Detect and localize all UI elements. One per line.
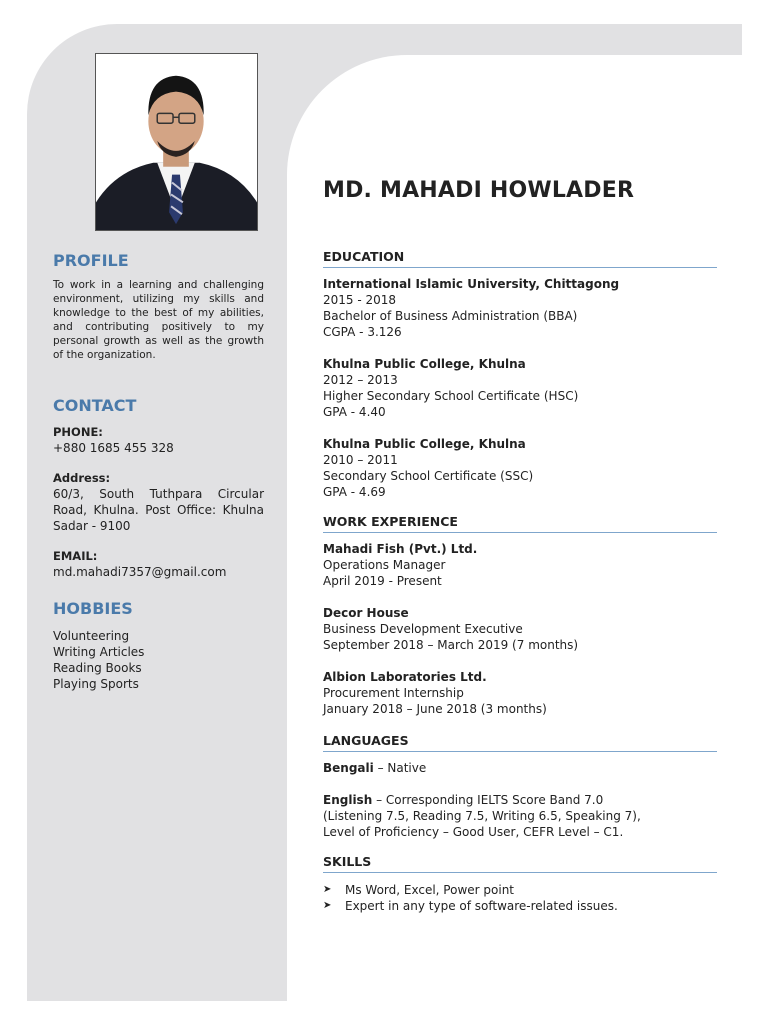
skill-item — [323, 882, 717, 898]
profile-photo — [95, 53, 258, 231]
education-section — [323, 249, 717, 500]
contact-section — [53, 396, 264, 580]
education-entry — [323, 276, 717, 340]
work-heading: WORK EXPERIENCE — [323, 514, 717, 533]
language-name: English — [323, 793, 373, 807]
hobbies-heading: HOBBIES — [53, 599, 133, 618]
school-grade: GPA - 4.69 — [323, 485, 386, 499]
hobbies-section — [53, 599, 264, 692]
skills-heading: SKILLS — [323, 854, 717, 873]
job-role: Operations Manager — [323, 558, 446, 572]
school-degree: Bachelor of Business Administration (BBA) — [323, 309, 578, 323]
school-name: Khulna Public College, Khulna — [323, 437, 526, 451]
school-years: 2012 – 2013 — [323, 373, 398, 387]
company-name: Albion Laboratories Ltd. — [323, 670, 487, 684]
contact-heading: CONTACT — [53, 396, 137, 415]
language-name: Bengali — [323, 761, 374, 775]
profile-section — [53, 251, 264, 362]
school-grade: GPA - 4.40 — [323, 405, 386, 419]
language-english — [323, 792, 717, 808]
profile-heading: PROFILE — [53, 251, 129, 270]
hobby-item: Volunteering — [53, 629, 130, 643]
language-bengali — [323, 760, 717, 776]
work-section — [323, 514, 717, 717]
job-period: April 2019 - Present — [323, 574, 442, 588]
work-entry — [323, 541, 717, 589]
language-detail: – Native — [373, 761, 427, 775]
school-years: 2015 - 2018 — [323, 293, 397, 307]
email-label: EMAIL: — [53, 549, 98, 563]
phone-label: PHONE: — [53, 425, 103, 439]
company-name: Decor House — [323, 606, 409, 620]
school-degree: Higher Secondary School Certificate (HSC) — [323, 389, 579, 403]
address-label: Address: — [53, 471, 111, 485]
email-value: md.mahadi7357@gmail.com — [53, 565, 227, 579]
name-block — [323, 178, 717, 203]
job-period: January 2018 – June 2018 (3 months) — [323, 702, 547, 716]
candidate-name: MD. MAHADI HOWLADER — [323, 178, 635, 203]
hobby-item: Playing Sports — [53, 677, 139, 691]
school-years: 2010 – 2011 — [323, 453, 398, 467]
job-period: September 2018 – March 2019 (7 months) — [323, 638, 579, 652]
school-degree: Secondary School Certificate (SSC) — [323, 469, 534, 483]
hobby-item: Writing Articles — [53, 645, 145, 659]
skill-text: Ms Word, Excel, Power point — [345, 883, 515, 897]
company-name: Mahadi Fish (Pvt.) Ltd. — [323, 542, 478, 556]
languages-heading: LANGUAGES — [323, 733, 717, 752]
job-role: Business Development Executive — [323, 622, 523, 636]
language-english-scores: (Listening 7.5, Reading 7.5, Writing 6.5, Speaking 7), — [323, 809, 641, 823]
education-entry — [323, 436, 717, 500]
phone-value: +880 1685 455 328 — [53, 441, 174, 455]
hobby-item: Reading Books — [53, 661, 142, 675]
education-heading: EDUCATION — [323, 249, 717, 268]
arrow-bullet-icon: ➤ — [323, 900, 332, 911]
languages-section — [323, 733, 717, 840]
profile-text: To work in a learning and challenging environment, utilizing my skills and knowledge to the best of my abilities, and contributing positively to my personal growth as well as the growth of the organization. — [53, 279, 264, 361]
work-entry — [323, 605, 717, 653]
skills-section — [323, 854, 717, 914]
arrow-bullet-icon: ➤ — [323, 884, 332, 895]
school-name: Khulna Public College, Khulna — [323, 357, 526, 371]
education-entry — [323, 356, 717, 420]
address-value: 60/3, South Tuthpara Circular Road, Khulna. Post Office: Khulna Sadar - 9100 — [53, 487, 264, 533]
school-name: International Islamic University, Chittagong — [323, 277, 620, 291]
job-role: Procurement Internship — [323, 686, 464, 700]
language-english-level: Level of Proficiency – Good User, CEFR Level – C1. — [323, 825, 624, 839]
skill-item — [323, 898, 717, 914]
skill-text: Expert in any type of software-related issues. — [345, 899, 618, 913]
school-grade: CGPA - 3.126 — [323, 325, 402, 339]
work-entry — [323, 669, 717, 717]
language-detail: – Corresponding IELTS Score Band 7.0 — [372, 793, 604, 807]
